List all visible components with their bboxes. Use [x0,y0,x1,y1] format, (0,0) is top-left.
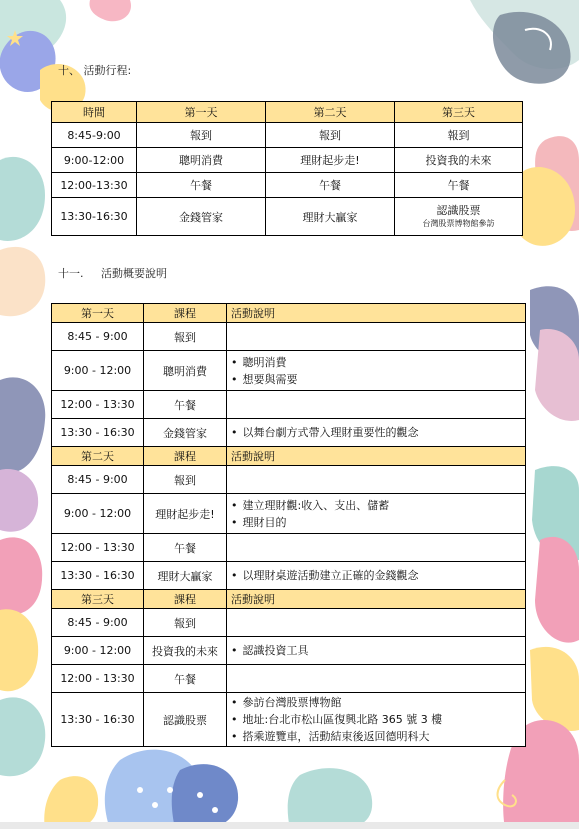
table-row [52,637,526,665]
time-cell: 9:00-12:00 [52,148,137,173]
description-list [231,642,525,659]
table-row [52,351,526,391]
course-cell: 投資我的未來 [144,637,227,665]
course-header: 課程 [144,447,227,466]
list-item: • 理財目的 [231,514,525,531]
list-item: • 以舞台劇方式帶入理財重要性的觀念 [231,424,525,441]
table-row [52,466,526,494]
description-cell [227,494,526,534]
day2-cell: 理財起步走! [266,148,395,173]
description-cell [227,609,526,637]
table-row [52,148,523,173]
table-row [52,323,526,351]
list-item: • 參訪台灣股票博物館 [231,694,525,711]
day2-cell: 午餐 [266,173,395,198]
description-list [231,497,525,531]
day2-cell: 報到 [266,123,395,148]
time-cell: 12:00-13:30 [52,173,137,198]
list-item: • 以理財桌遊活動建立正確的金錢觀念 [231,567,525,584]
table-row [52,534,526,562]
table-row [52,419,526,447]
course-cell: 聰明消費 [144,351,227,391]
schedule-table [51,101,523,236]
day-label: 第一天 [52,304,144,323]
section-10-title: 十、 活動行程: [58,64,132,77]
list-item: • 建立理財觀:收入、支出、儲蓄 [231,497,525,514]
table-row [52,665,526,693]
header-day3: 第三天 [395,102,523,123]
list-item: • 想要與需要 [231,371,525,388]
description-header: 活動說明 [227,447,526,466]
table-row [52,609,526,637]
description-header: 活動說明 [227,590,526,609]
list-item: • 搭乘遊覽車，活動結束後返回德明科大 [231,728,525,745]
list-item: • 地址:台北市松山區復興北路 365 號 3 樓 [231,711,525,728]
time-cell: 9:00 - 12:00 [52,351,144,391]
description-cell [227,323,526,351]
description-list [231,354,525,388]
day1-cell: 聰明消費 [137,148,266,173]
table-row [52,693,526,747]
header-time: 時間 [52,102,137,123]
course-cell: 認識股票 [144,693,227,747]
day1-cell: 午餐 [137,173,266,198]
day3-cell: 報到 [395,123,523,148]
time-cell: 9:00 - 12:00 [52,494,144,534]
day3-course: 認識股票 [436,204,481,217]
day3-note: 台灣股票博物館參訪 [422,219,495,228]
day-header-row [52,590,526,609]
course-cell: 午餐 [144,534,227,562]
table-row [52,494,526,534]
description-list [231,694,525,745]
time-cell: 13:30-16:30 [52,198,137,236]
time-cell: 8:45-9:00 [52,123,137,148]
day-header-row [52,447,526,466]
table-row [52,391,526,419]
time-cell: 13:30 - 16:30 [52,562,144,590]
description-cell [227,391,526,419]
list-item: • 聰明消費 [231,354,525,371]
time-cell: 12:00 - 13:30 [52,391,144,419]
time-cell: 8:45 - 9:00 [52,323,144,351]
day1-cell: 報到 [137,123,266,148]
time-cell: 9:00 - 12:00 [52,637,144,665]
course-cell: 報到 [144,609,227,637]
table-row [52,173,523,198]
day3-cell: 午餐 [395,173,523,198]
course-cell: 午餐 [144,665,227,693]
course-cell: 理財起步走! [144,494,227,534]
course-cell: 報到 [144,323,227,351]
schedule-header-row [52,102,523,123]
course-cell: 理財大贏家 [144,562,227,590]
summary-table [51,303,526,747]
time-cell: 8:45 - 9:00 [52,466,144,494]
description-cell [227,351,526,391]
description-list [231,424,525,441]
header-day2: 第二天 [266,102,395,123]
description-cell [227,419,526,447]
time-cell: 8:45 - 9:00 [52,609,144,637]
description-cell [227,534,526,562]
day-label: 第二天 [52,447,144,466]
day1-cell: 金錢管家 [137,198,266,236]
time-cell: 12:00 - 13:30 [52,665,144,693]
description-cell [227,466,526,494]
header-day1: 第一天 [137,102,266,123]
course-cell: 金錢管家 [144,419,227,447]
description-cell [227,562,526,590]
table-row [52,123,523,148]
description-header: 活動說明 [227,304,526,323]
day3-cell: 投資我的未來 [395,148,523,173]
course-cell: 報到 [144,466,227,494]
list-item: • 認識投資工具 [231,642,525,659]
section-11-title: 十一. 活動概要說明 [58,267,167,280]
description-cell [227,693,526,747]
course-header: 課程 [144,590,227,609]
description-list [231,567,525,584]
day-header-row [52,304,526,323]
description-cell [227,665,526,693]
course-cell: 午餐 [144,391,227,419]
course-header: 課程 [144,304,227,323]
time-cell: 13:30 - 16:30 [52,693,144,747]
time-cell: 13:30 - 16:30 [52,419,144,447]
day3-cell [395,198,523,236]
table-row [52,198,523,236]
day2-cell: 理財大贏家 [266,198,395,236]
time-cell: 12:00 - 13:30 [52,534,144,562]
description-cell [227,637,526,665]
table-row [52,562,526,590]
day-label: 第三天 [52,590,144,609]
